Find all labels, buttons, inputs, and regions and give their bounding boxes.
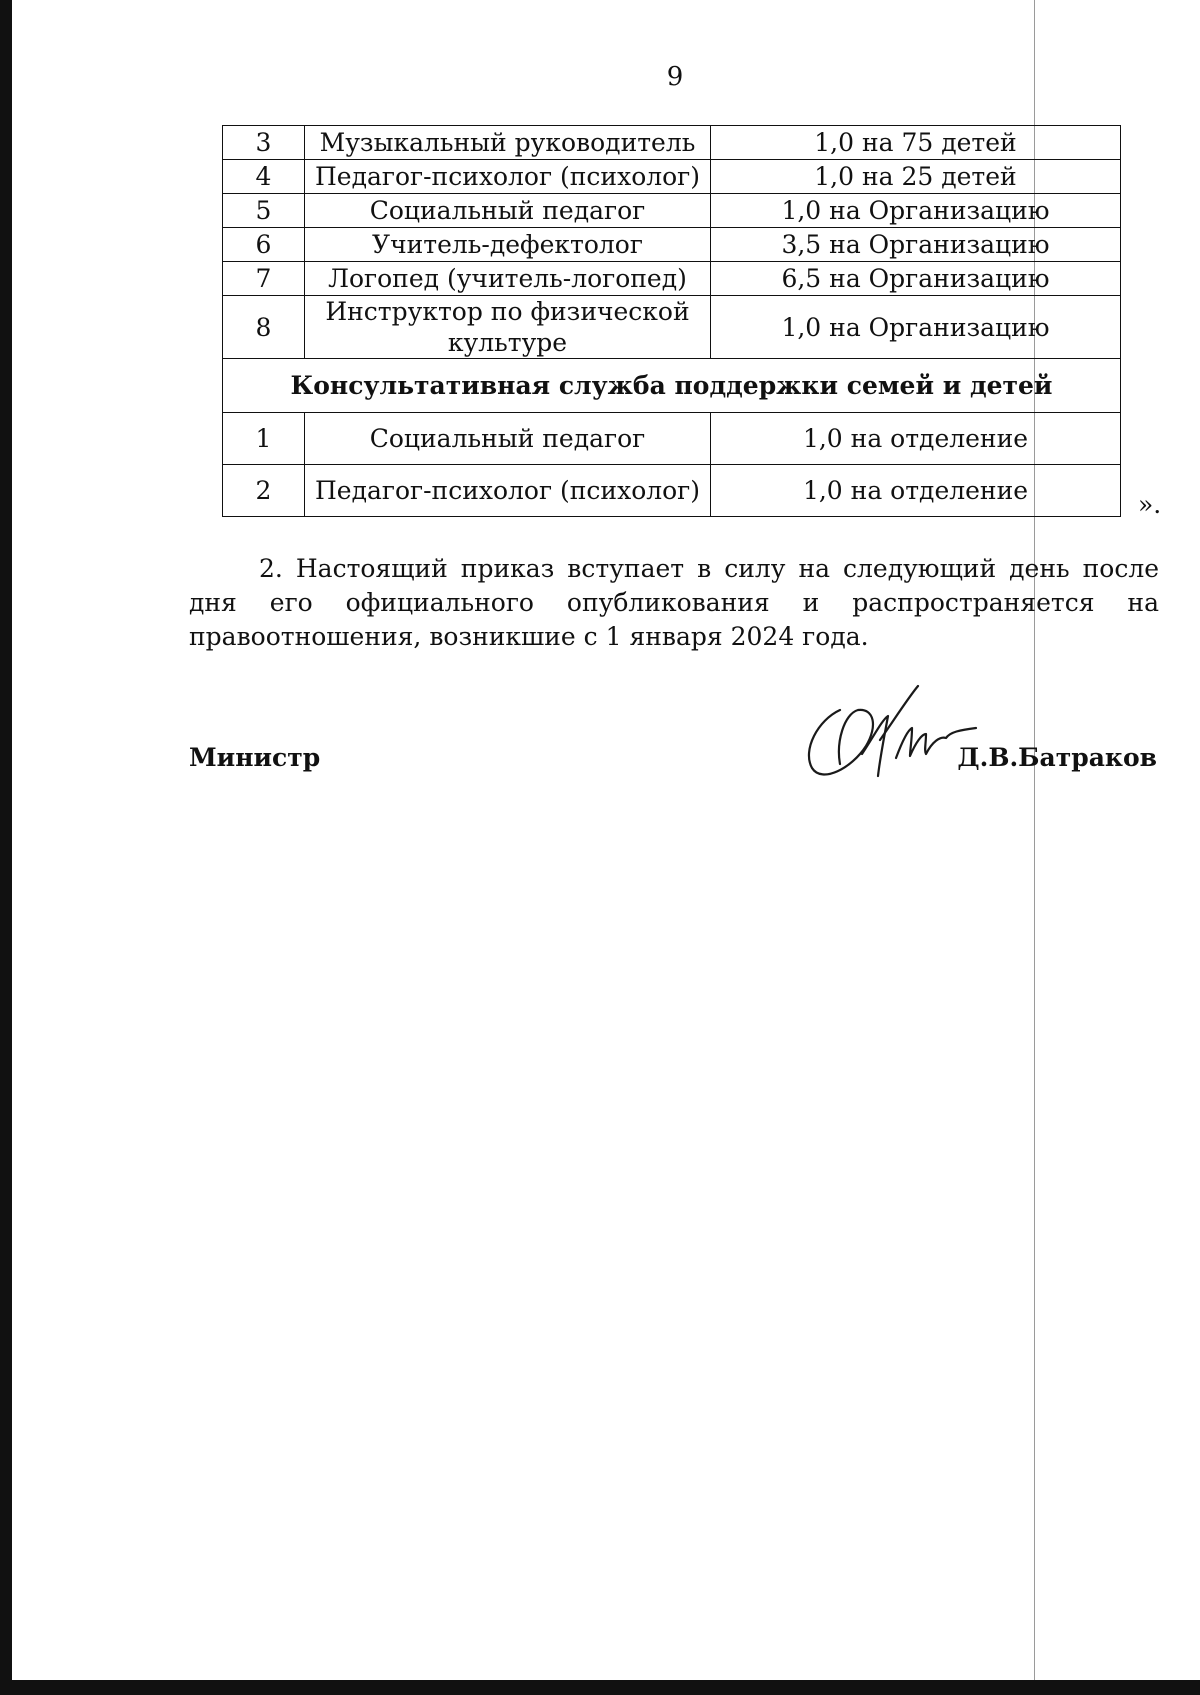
table-row (223, 126, 1121, 160)
position-name: Музыкальный руководитель (305, 126, 711, 160)
table-row (223, 296, 1121, 359)
row-number: 1 (223, 413, 305, 465)
staff-norm: 1,0 на отделение (711, 465, 1121, 517)
staff-table (222, 125, 1121, 517)
signatory-title: Министр (189, 743, 321, 772)
position-name: Социальный педагог (305, 194, 711, 228)
position-name: Социальный педагог (305, 413, 711, 465)
table-row (223, 262, 1121, 296)
scan-edge-left (0, 0, 12, 1695)
position-name: Инструктор по физической культуре (305, 296, 711, 359)
staff-norm: 1,0 на отделение (711, 413, 1121, 465)
row-number: 3 (223, 126, 305, 160)
row-number: 2 (223, 465, 305, 517)
signatory-name: Д.В.Батраков (957, 743, 1157, 772)
staff-norm: 1,0 на 75 детей (711, 126, 1121, 160)
row-number: 6 (223, 228, 305, 262)
closing-quote: ». (1138, 490, 1162, 519)
row-number: 8 (223, 296, 305, 359)
section-header-row (223, 359, 1121, 413)
position-name: Педагог-психолог (психолог) (305, 160, 711, 194)
staff-norm: 6,5 на Организацию (711, 262, 1121, 296)
table-row (223, 194, 1121, 228)
position-name: Логопед (учитель-логопед) (305, 262, 711, 296)
staff-norm: 1,0 на 25 детей (711, 160, 1121, 194)
scan-edge-bottom (0, 1680, 1200, 1695)
position-name: Учитель-дефектолог (305, 228, 711, 262)
table-row (223, 228, 1121, 262)
staff-norm: 1,0 на Организацию (711, 296, 1121, 359)
table-row (223, 465, 1121, 517)
table-row (223, 160, 1121, 194)
row-number: 5 (223, 194, 305, 228)
row-number: 4 (223, 160, 305, 194)
paragraph-2: 2. Настоящий приказ вступает в силу на следующий день после дня его официального опубликования и распространяется на правоотношения, возникшие с 1 января 2024 года. (189, 554, 1159, 651)
table-row (223, 413, 1121, 465)
staff-norm: 1,0 на Организацию (711, 194, 1121, 228)
row-number: 7 (223, 262, 305, 296)
page-number: 9 (666, 62, 684, 92)
staff-norm: 3,5 на Организацию (711, 228, 1121, 262)
section-title: Консультативная служба поддержки семей и детей (223, 359, 1121, 413)
position-name: Педагог-психолог (психолог) (305, 465, 711, 517)
handwritten-signature (800, 680, 980, 790)
